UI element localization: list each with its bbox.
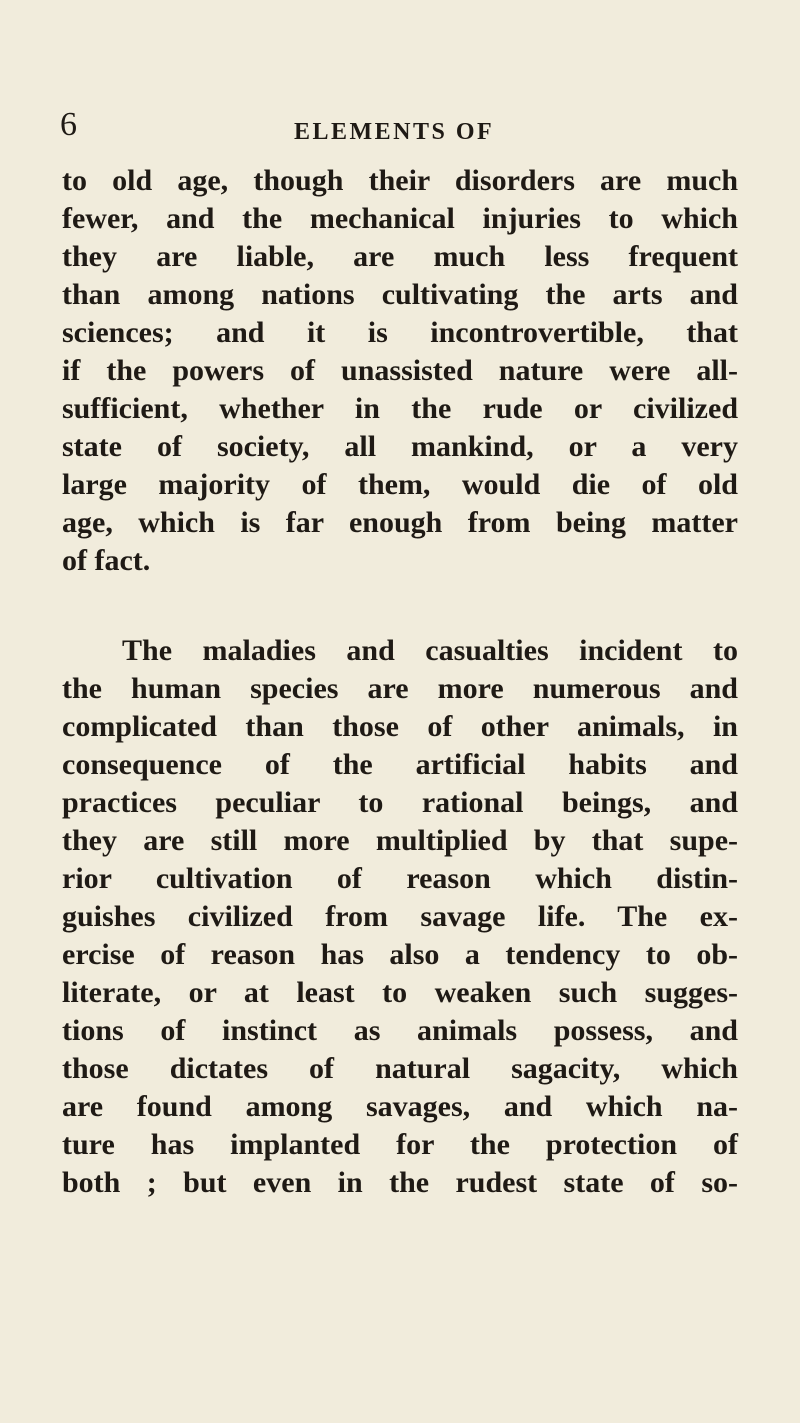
text-line: they are still more multiplied by that supe- (62, 824, 738, 857)
text-line: practices peculiar to rational beings, and (62, 786, 738, 819)
text-line: if the powers of unassisted nature were all- (62, 354, 738, 387)
running-head: ELEMENTS OF (294, 119, 495, 145)
text-line: The maladies and casualties incident to (122, 634, 738, 667)
text-line: than among nations cultivating the arts and (62, 278, 738, 311)
text-line: to old age, though their disorders are much (62, 164, 738, 197)
text-line: literate, or at least to weaken such sugges- (62, 976, 738, 1009)
text-line: those dictates of natural sagacity, which (62, 1052, 738, 1085)
text-line: they are liable, are much less frequent (62, 240, 738, 273)
text-line: ercise of reason has also a tendency to ob- (62, 938, 738, 971)
text-line: sciences; and it is incontrovertible, that (62, 316, 738, 349)
text-line: state of society, all mankind, or a very (62, 430, 738, 463)
text-line: guishes civilized from savage life. The ex- (62, 900, 738, 933)
text-line: consequence of the artificial habits and (62, 748, 738, 781)
page-number: 6 (60, 106, 77, 143)
text-line: large majority of them, would die of old (62, 468, 738, 501)
text-line: tions of instinct as animals possess, and (62, 1014, 738, 1047)
text-line: both ; but even in the rudest state of so- (62, 1166, 738, 1199)
text-line: age, which is far enough from being matter (62, 506, 738, 539)
text-line: rior cultivation of reason which distin- (62, 862, 738, 895)
text-line: are found among savages, and which na- (62, 1090, 738, 1123)
text-line: complicated than those of other animals, in (62, 710, 738, 743)
text-line: of fact. (62, 544, 151, 577)
text-line: the human species are more numerous and (62, 672, 738, 705)
text-line: sufficient, whether in the rude or civilized (62, 392, 738, 425)
text-line: ture has implanted for the protection of (62, 1128, 738, 1161)
text-line: fewer, and the mechanical injuries to which (62, 202, 738, 235)
